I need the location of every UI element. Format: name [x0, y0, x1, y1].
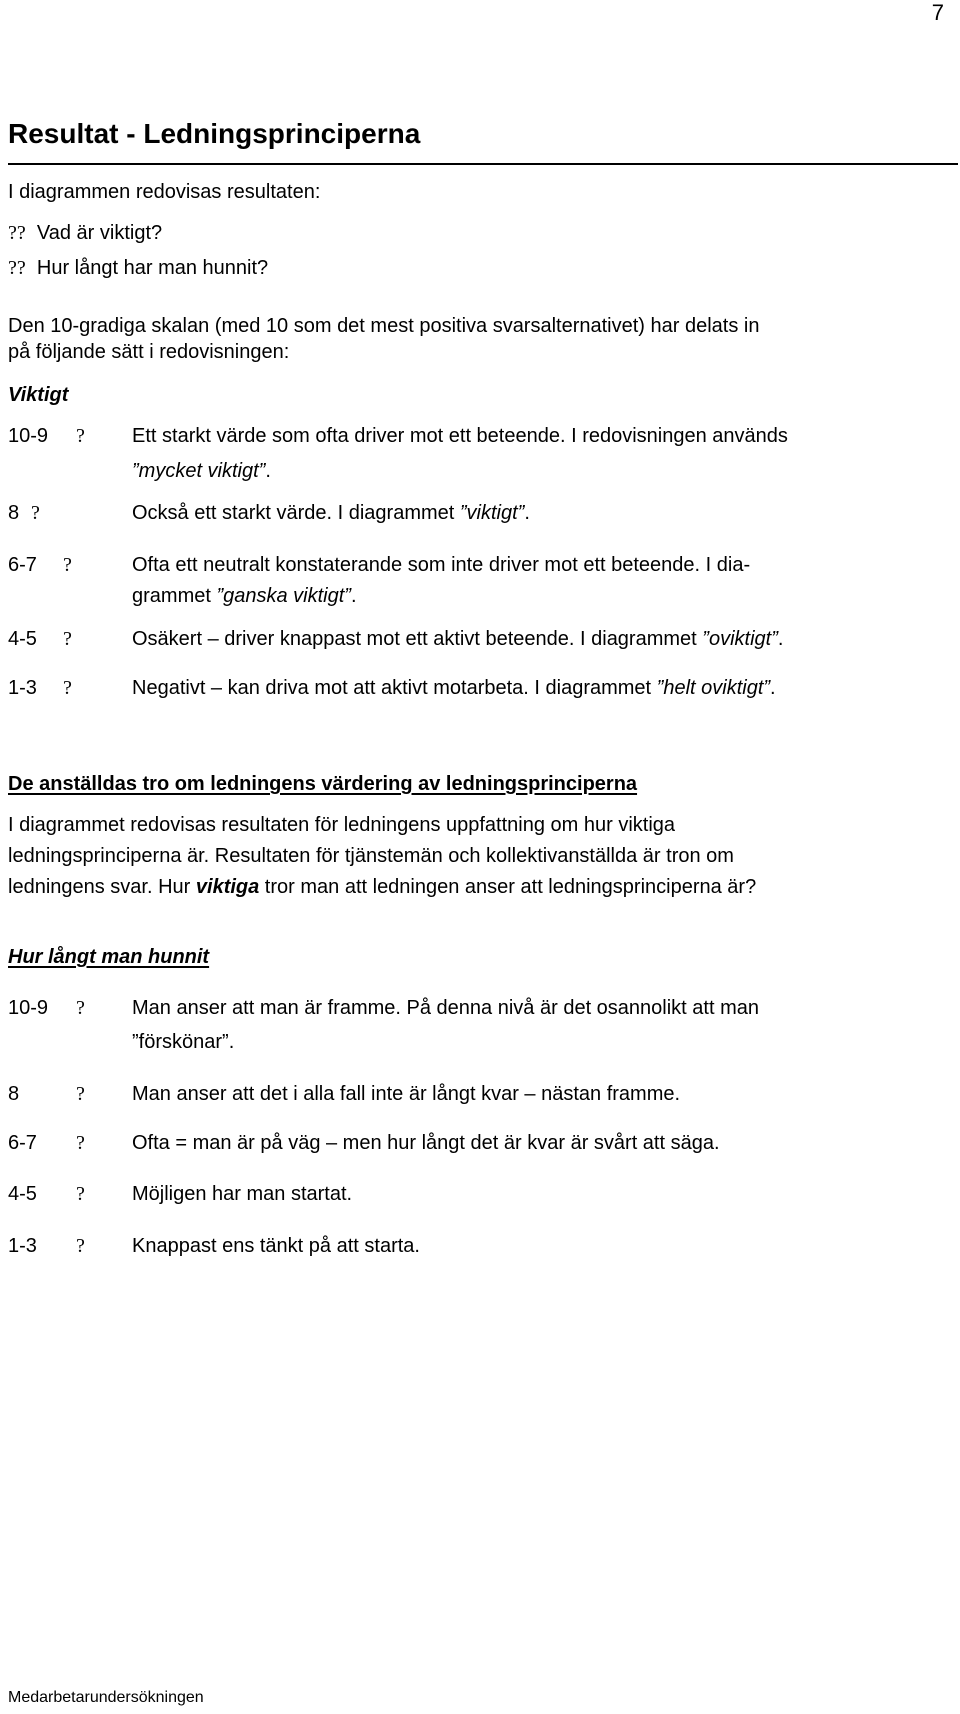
- scale-range: 4-5: [8, 1183, 37, 1205]
- bullet-marker: ??: [8, 257, 26, 279]
- item-marker: ?: [63, 677, 72, 699]
- item-description: Osäkert – driver knappast mot ett aktivt beteende. I diagrammet ”oviktigt”.: [132, 628, 784, 650]
- bullet-item: [8, 256, 268, 280]
- item-marker: ?: [76, 1235, 85, 1257]
- item-marker: ?: [76, 1132, 85, 1154]
- scale-paragraph-line: Den 10-gradiga skalan (med 10 som det mest positiva svarsalternativet) har delats in: [8, 315, 760, 337]
- title-rule: [8, 163, 958, 165]
- scale-range: 10-9: [8, 997, 49, 1019]
- item-marker: ?: [31, 502, 40, 524]
- viktigt-heading: Viktigt: [8, 384, 69, 406]
- item-description: Knappast ens tänkt på att starta.: [132, 1235, 420, 1257]
- item-description: Ett starkt värde som ofta driver mot ett beteende. I redovisningen används: [132, 425, 788, 447]
- scale-range: 6-7: [8, 554, 37, 576]
- scale-range: 8: [8, 502, 20, 524]
- page-number: 7: [931, 0, 944, 25]
- intro-text: I diagrammen redovisas resultaten:: [8, 181, 321, 203]
- scale-paragraph-line: på följande sätt i redovisningen:: [8, 341, 290, 363]
- item-description: Möjligen har man startat.: [132, 1183, 353, 1205]
- scale-range: 10-9: [8, 425, 49, 447]
- item-marker: ?: [63, 628, 72, 650]
- scale-range: 4-5: [8, 628, 37, 650]
- section-paragraph-line: ledningsprinciperna är. Resultaten för tjänstemän och kollektivanställda är tron om: [8, 845, 734, 867]
- hunnit-heading: Hur långt man hunnit: [8, 946, 210, 968]
- item-description: Negativt – kan driva mot att aktivt motarbeta. I diagrammet ”helt oviktigt”.: [132, 677, 776, 699]
- item-marker: ?: [63, 554, 72, 576]
- bullet-item: [8, 221, 162, 245]
- item-marker: ?: [76, 1183, 85, 1205]
- section-heading: De anställdas tro om ledningens värdering av ledningsprinciperna: [8, 773, 638, 795]
- item-marker: ?: [76, 1083, 85, 1105]
- section-paragraph-line: I diagrammet redovisas resultaten för ledningens uppfattning om hur viktiga: [8, 814, 676, 836]
- page-title: Resultat - Ledningsprinciperna: [8, 118, 421, 149]
- item-description: Man anser att det i alla fall inte är långt kvar – nästan framme.: [132, 1083, 681, 1105]
- item-description: Man anser att man är framme. På denna nivå är det osannolikt att man: [132, 997, 759, 1019]
- scale-range: 8: [8, 1083, 20, 1105]
- bullet-text: Hur långt har man hunnit?: [36, 257, 269, 279]
- footer-text: Medarbetarundersökningen: [8, 1689, 204, 1706]
- item-description-cont: grammet ”ganska viktigt”.: [132, 585, 357, 607]
- item-marker: ?: [76, 425, 85, 447]
- scale-range: 1-3: [8, 1235, 37, 1257]
- item-description: Ofta ett neutralt konstaterande som inte driver mot ett beteende. I dia-: [132, 554, 751, 576]
- section-paragraph-line: ledningens svar. Hur viktiga tror man att ledningen anser att ledningsprinciperna är?: [8, 876, 757, 898]
- bullet-text: Vad är viktigt?: [36, 222, 163, 244]
- item-marker: ?: [76, 997, 85, 1019]
- scale-range: 6-7: [8, 1132, 37, 1154]
- item-description-cont: ”mycket viktigt”.: [132, 460, 271, 482]
- item-description: Ofta = man är på väg – men hur långt det är kvar är svårt att säga.: [132, 1132, 720, 1154]
- item-description: Också ett starkt värde. I diagrammet ”viktigt”.: [132, 502, 530, 524]
- item-description-cont: ”förskönar”.: [132, 1031, 235, 1053]
- scale-range: 1-3: [8, 677, 37, 699]
- bullet-marker: ??: [8, 222, 26, 244]
